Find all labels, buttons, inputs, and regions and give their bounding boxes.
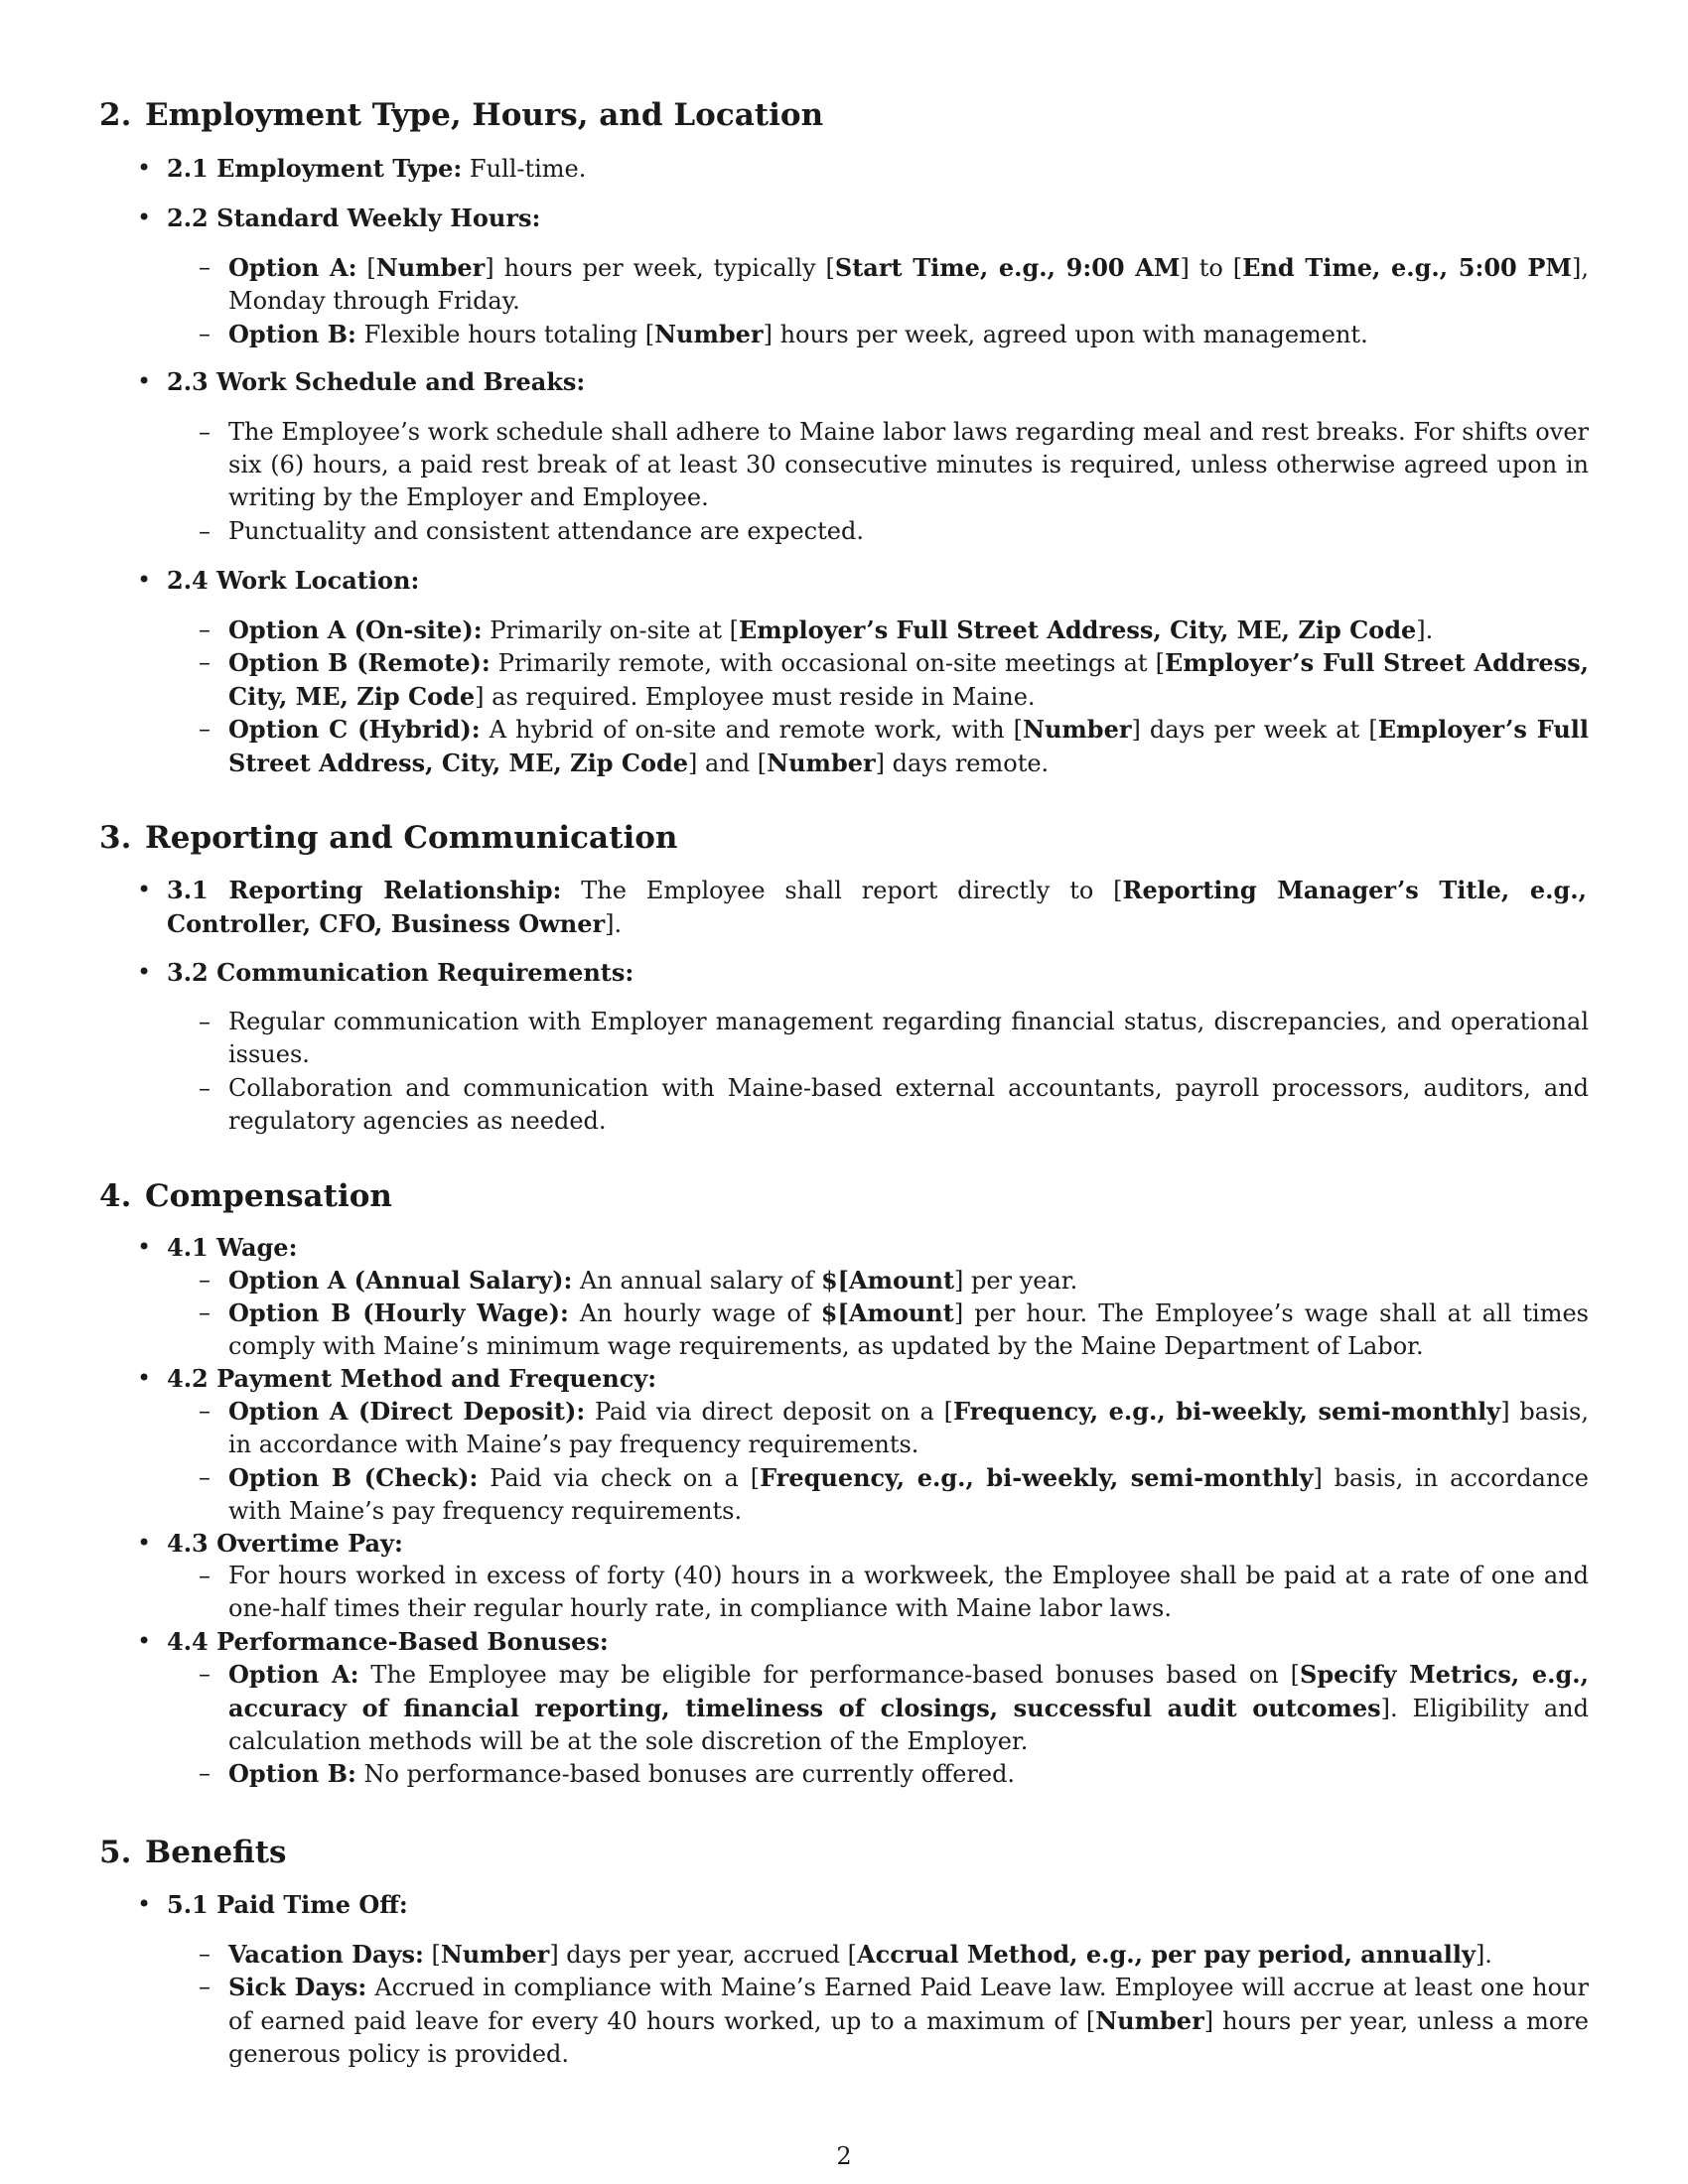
sub-item-2-3-a: – The Employee’s work schedule shall adhere to Maine labor laws regarding meal and rest breaks. For shifts over six (6) hours, a paid rest break of at least 30 consecutive minutes is required, unless otherwise agreed upon in writing by the Employer and Employee. bbox=[228, 416, 1589, 514]
sub-item-2-3-b: – Punctuality and consistent attendance are expected. bbox=[228, 515, 1589, 548]
sub-item-4-4-b: – Option B: No performance-based bonuses are currently offered. bbox=[228, 1757, 1589, 1791]
sub-item-3-2-b: – Collaboration and communication with Maine-based external accountants, payroll processors, auditors, and regulatory agencies as needed. bbox=[228, 1072, 1589, 1138]
sub-item-2-4-a: – Option A (On-site): Primarily on-site at [Employer’s Full Street Address, City, ME, Zip Code]. bbox=[228, 614, 1589, 647]
list-item-4-3: • 4.3 Overtime Pay: bbox=[167, 1527, 1587, 1561]
list-item-3-1: • 3.1 Reporting Relationship: The Employee shall report directly to [Reporting Manager’s Title, e.g., Controller, CFO, Business Owner]. bbox=[167, 874, 1587, 941]
sub-item-5-1-b: – Sick Days: Accrued in compliance with Maine’s Earned Paid Leave law. Employee will accrue at least one hour of earned paid leave for every 40 hours worked, up to a maximum of [Number] hours per year, unless a more generous policy is provided. bbox=[228, 1971, 1589, 2071]
sub-item-2-4-c: – Option C (Hybrid): A hybrid of on-site and remote work, with [Number] days per week at [Employer’s Full Street Address, City, ME, Zip Code] and [Number] days remote. bbox=[228, 713, 1589, 780]
list-item-2-2: • 2.2 Standard Weekly Hours: bbox=[167, 202, 1587, 235]
sub-item-2-4-b: – Option B (Remote): Primarily remote, with occasional on-site meetings at [Employer’s Full Street Address, City, ME, Zip Code] as required. Employee must reside in Maine. bbox=[228, 646, 1589, 714]
list-item-4-2: • 4.2 Payment Method and Frequency: bbox=[167, 1362, 1587, 1396]
sub-item-4-2-a: – Option A (Direct Deposit): Paid via direct deposit on a [Frequency, e.g., bi-weekly, semi-monthly] basis, in accordance with Maine’s pay frequency requirements. bbox=[228, 1395, 1589, 1461]
sub-item-4-1-a: – Option A (Annual Salary): An annual salary of $[Amount] per year. bbox=[228, 1264, 1589, 1297]
sub-item-4-4-a: – Option A: The Employee may be eligible for performance-based bonuses based on [Specify Metrics, e.g., accuracy of financial reporting, timeliness of closings, successful audit outcomes]. Eligibility and calculation methods will be at the sole discretion of the Employer. bbox=[228, 1658, 1589, 1758]
list-item-2-1: • 2.1 Employment Type: Full-time. bbox=[167, 152, 1587, 186]
list-item-2-4: • 2.4 Work Location: bbox=[167, 564, 1587, 598]
page-number: 2 bbox=[836, 2142, 852, 2170]
sub-item-4-3-a: – For hours worked in excess of forty (40) hours in a workweek, the Employee shall be paid at a rate of one and one-half times their regular hourly rate, in compliance with Maine labor laws. bbox=[228, 1560, 1589, 1625]
sub-item-2-2-b: – Option B: Flexible hours totaling [Number] hours per week, agreed upon with management. bbox=[228, 318, 1589, 351]
section-heading-3: 3. Reporting and Communication bbox=[99, 820, 678, 856]
sub-item-3-2-a: – Regular communication with Employer management regarding financial status, discrepancies, and operational issues. bbox=[228, 1006, 1589, 1071]
sub-item-4-2-b: – Option B (Check): Paid via check on a [Frequency, e.g., bi-weekly, semi-monthly] basis, in accordance with Maine’s pay frequency requirements. bbox=[228, 1461, 1589, 1528]
sub-item-5-1-a: – Vacation Days: [Number] days per year, accrued [Accrual Method, e.g., per pay period, annually]. bbox=[228, 1938, 1589, 1972]
sub-item-2-2-a: – Option A: [Number] hours per week, typically [Start Time, e.g., 9:00 AM] to [End Time, e.g., 5:00 PM], Monday through Friday. bbox=[228, 251, 1589, 318]
sub-item-4-1-b: – Option B (Hourly Wage): An hourly wage of $[Amount] per hour. The Employee’s wage shall at all times comply with Maine’s minimum wage requirements, as updated by the Maine Department of Labor. bbox=[228, 1297, 1589, 1363]
list-item-4-1: • 4.1 Wage: bbox=[167, 1231, 1587, 1265]
list-item-5-1: • 5.1 Paid Time Off: bbox=[167, 1888, 1587, 1922]
list-item-2-3: • 2.3 Work Schedule and Breaks: bbox=[167, 365, 1587, 399]
section-heading-5: 5. Benefits bbox=[99, 1835, 287, 1870]
section-heading-4: 4. Compensation bbox=[99, 1178, 392, 1214]
list-item-4-4: • 4.4 Performance-Based Bonuses: bbox=[167, 1625, 1587, 1659]
section-heading-2: 2. Employment Type, Hours, and Location bbox=[99, 97, 824, 133]
list-item-3-2: • 3.2 Communication Requirements: bbox=[167, 956, 1587, 990]
